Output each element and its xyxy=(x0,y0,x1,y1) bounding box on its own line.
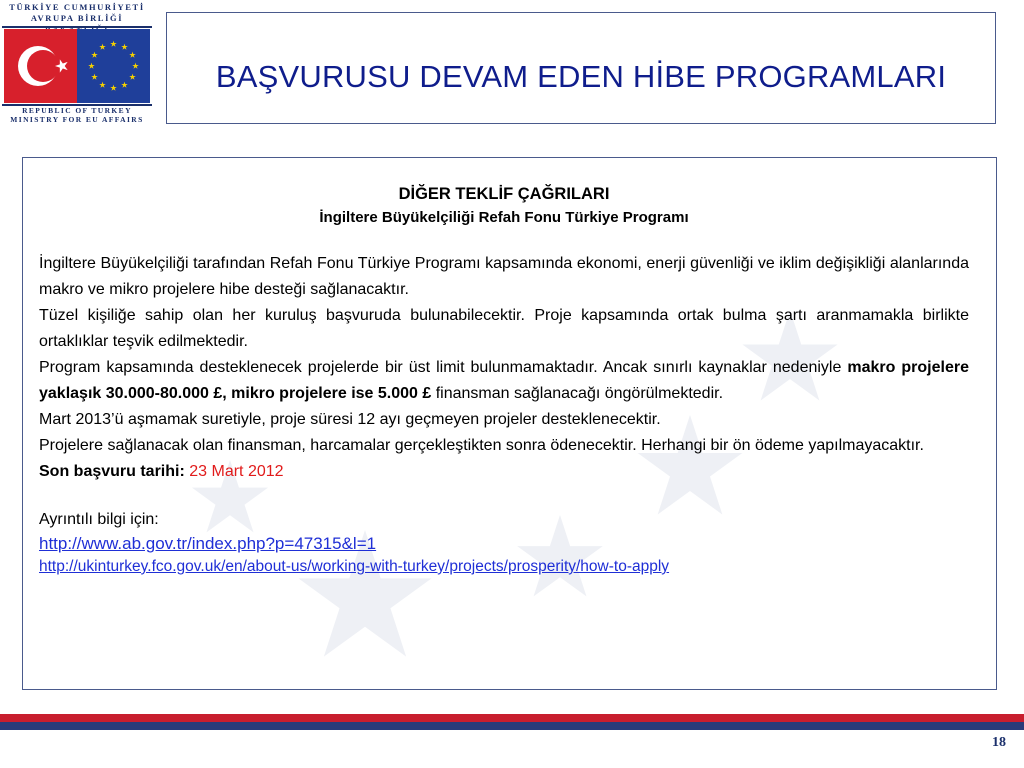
section-heading: DİĞER TEKLİF ÇAĞRILARI xyxy=(398,185,610,203)
paragraph-1: İngiltere Büyükelçiliği tarafından Refah Fonu Türkiye Programı kapsamında ekonomi, enerji güvenliği ve iklim değişikliği alanlarında makro ve mikro projelere hibe desteği sağlanacaktır. xyxy=(39,255,969,298)
title-box xyxy=(166,12,996,124)
logo-bottom-line-2: MINISTRY FOR EU AFFAIRS xyxy=(10,115,144,124)
logo-bottom-line-1: REPUBLIC OF TURKEY xyxy=(22,106,132,115)
logo-top-line-2: AVRUPA BİRLİĞİ xyxy=(30,13,124,23)
deadline-value: 23 Mart 2012 xyxy=(189,463,284,480)
info-label: Ayrıntılı bilgi için: xyxy=(39,511,159,528)
logo-rule-top xyxy=(2,26,152,28)
paragraph-3-start: Program kapsamında desteklenecek projelerde bir üst limit bulunmamaktadır. Ancak sınırlı kaynaklar nedeniyle xyxy=(39,359,848,376)
ukinturkey-link[interactable]: http://ukinturkey.fco.gov.uk/en/about-us/working-with-turkey/projects/prosperity/how-to-apply xyxy=(39,558,670,575)
footer-band xyxy=(0,714,1024,730)
deadline-line xyxy=(39,459,969,485)
paragraph-5: Projelere sağlanacak olan finansman, harcamalar gerçekleştikten sonra ödenecektir. Herhangi bir ön ödeme yapılmayacaktır. xyxy=(39,437,924,454)
section-subheading: İngiltere Büyükelçiliği Refah Fonu Türkiye Programı xyxy=(319,209,689,226)
paragraph-3 xyxy=(39,355,969,407)
spacer xyxy=(39,485,969,507)
turkey-eu-flags-icon xyxy=(4,29,150,103)
content-body xyxy=(39,181,969,579)
logo-top-line-1: TÜRKİYE CUMHURİYETİ xyxy=(9,2,145,12)
footer-band-red xyxy=(0,714,1024,722)
paragraph-2: Tüzel kişiliğe sahip olan her kuruluş başvuruda bulunabilecektir. Proje kapsamında ortak bulma şartı aranmamakla birlikte ortaklıklar teşvik edilmektedir. xyxy=(39,307,969,350)
ministry-logo xyxy=(2,2,152,126)
deadline-label: Son başvuru tarihi: xyxy=(39,463,185,480)
paragraph-3-bold: makro projelere yaklaşık 30.000-80.000 £, mikro projelere ise 5.000 £ xyxy=(39,359,969,402)
paragraph-3-end: finansman sağlanacağı öngörülmektedir. xyxy=(431,385,724,402)
footer-band-blue xyxy=(0,722,1024,730)
page-title: BAŞVURUSU DEVAM EDEN HİBE PROGRAMLARI xyxy=(215,59,947,94)
logo-bottom-text xyxy=(2,106,152,124)
page-number: 18 xyxy=(992,735,1006,750)
paragraph-4: Mart 2013’ü aşmamak suretiyle, proje süresi 12 ayı geçmeyen projeler desteklenecektir. xyxy=(39,411,661,428)
ab-gov-link[interactable]: http://www.ab.gov.tr/index.php?p=47315&l=1 xyxy=(39,534,377,553)
spacer xyxy=(39,229,969,251)
